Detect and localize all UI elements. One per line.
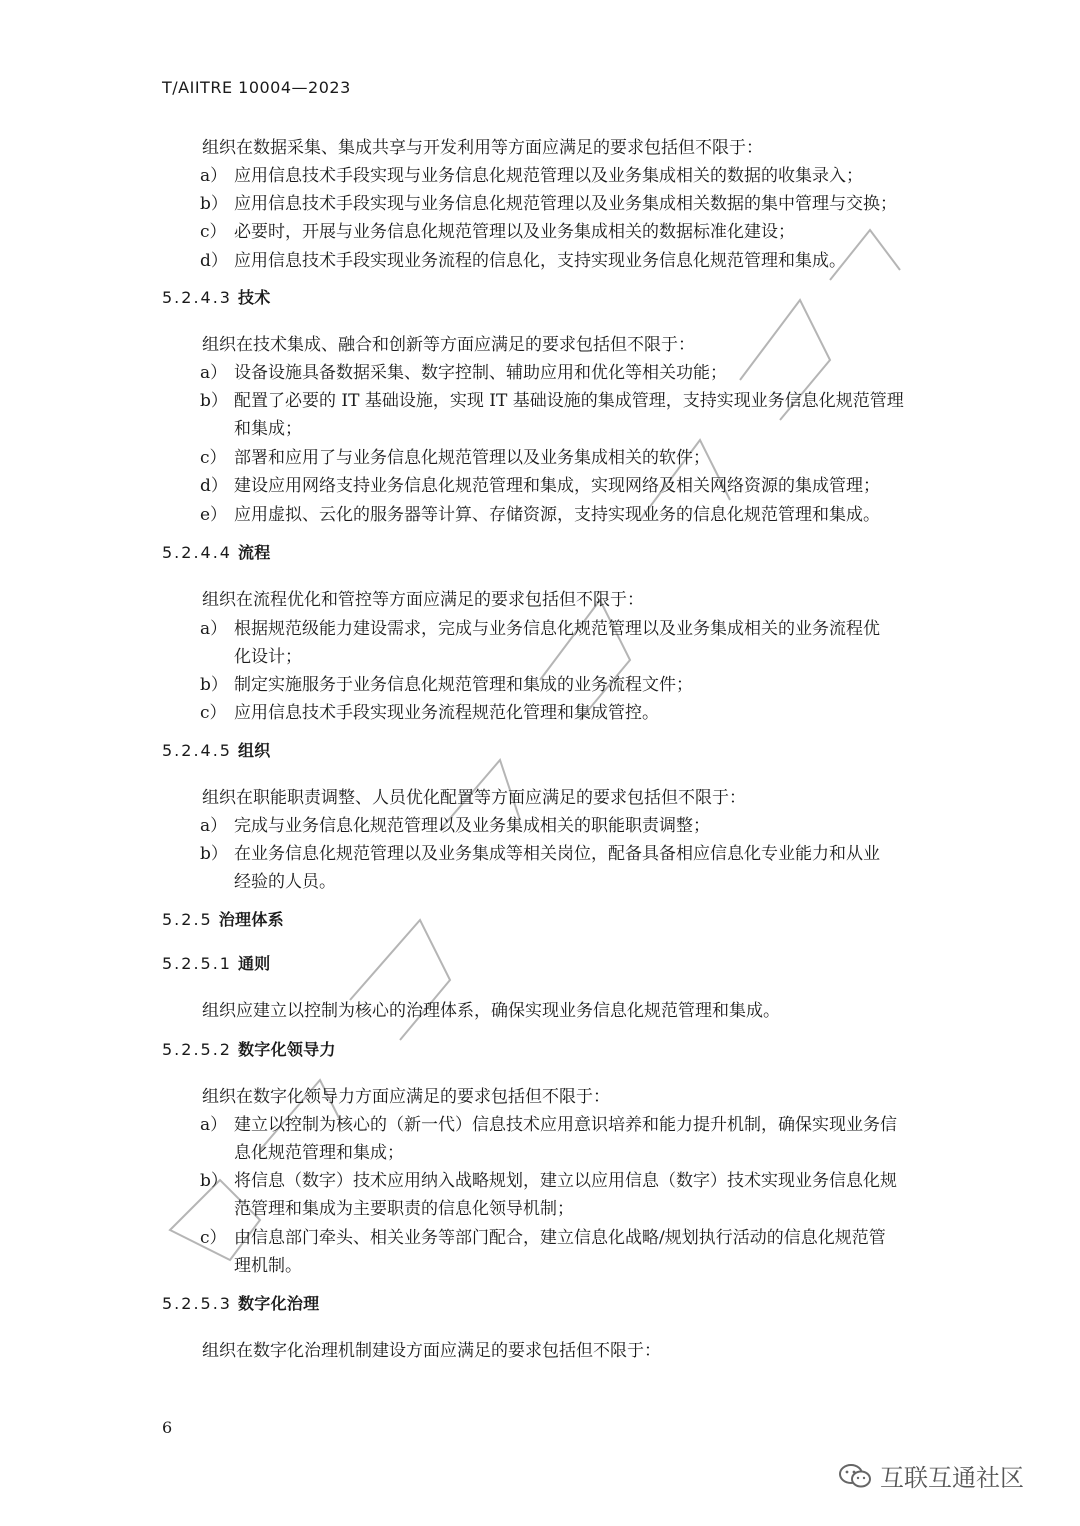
list-item — [200, 161, 863, 186]
list-item-label: c） — [200, 703, 227, 723]
section-heading — [162, 285, 271, 308]
list-item-text: 设备设施具备数据采集、数字控制、辅助应用和优化等相关功能； — [234, 363, 727, 383]
list-item — [200, 500, 880, 525]
list-item-text: 制定实施服务于业务信息化规范管理和集成的业务流程文件； — [234, 675, 693, 695]
section-heading — [162, 951, 271, 974]
paragraph: 组织在职能职责调整、人员优化配置等方面应满足的要求包括但不限于： — [202, 788, 746, 808]
list-item — [200, 698, 659, 723]
list-item-text: 建立以控制为核心的（新一代）信息技术应用意识培养和能力提升机制，确保实现业务信 — [234, 1115, 897, 1135]
list-item-text: 在业务信息化规范管理以及业务集成等相关岗位，配备具备相应信息化专业能力和从业 — [234, 844, 880, 864]
wechat-icon — [838, 1462, 872, 1490]
list-item-label: e） — [200, 505, 228, 525]
list-item-label: d） — [200, 251, 228, 271]
list-item-label: b） — [200, 391, 228, 411]
section-title: 数字化治理 — [237, 1294, 320, 1313]
paragraph: 组织在流程优化和管控等方面应满足的要求包括但不限于： — [202, 590, 644, 610]
list-item — [200, 614, 880, 639]
paragraph: 组织在数字化领导力方面应满足的要求包括但不限于： — [202, 1087, 610, 1107]
list-item — [200, 811, 710, 836]
section-heading — [162, 907, 284, 930]
list-item-label: b） — [200, 1171, 228, 1191]
paragraph: 组织在数据采集、集成共享与开发利用等方面应满足的要求包括但不限于： — [202, 138, 763, 158]
section-heading — [162, 1037, 336, 1060]
list-item — [200, 471, 880, 496]
paragraph: 组织在数字化治理机制建设方面应满足的要求包括但不限于： — [202, 1341, 661, 1361]
list-item-label: a） — [200, 363, 228, 383]
list-item — [200, 189, 897, 214]
section-number: 5.2.4.5 — [162, 741, 232, 760]
section-heading — [162, 540, 271, 563]
list-item-text: 应用信息技术手段实现与业务信息化规范管理以及业务集成相关数据的集中管理与交换； — [234, 194, 897, 214]
list-item — [200, 1110, 897, 1135]
list-item-text: 应用信息技术手段实现与业务信息化规范管理以及业务集成相关的数据的收集录入； — [234, 166, 863, 186]
section-number: 5.2.4.4 — [162, 543, 232, 562]
list-item-label: a） — [200, 1115, 228, 1135]
list-item-label: d） — [200, 476, 228, 496]
list-item-label: c） — [200, 222, 227, 242]
list-item-text: 配置了必要的 IT 基础设施，实现 IT 基础设施的集成管理，支持实现业务信息化规范管理 — [234, 391, 904, 411]
list-item-continuation: 息化规范管理和集成； — [234, 1143, 404, 1163]
list-item — [200, 1223, 886, 1248]
list-item-text: 将信息（数字）技术应用纳入战略规划，建立以应用信息（数字）技术实现业务信息化规 — [234, 1171, 897, 1191]
list-item-continuation: 理机制。 — [234, 1256, 302, 1276]
section-number: 5.2.4.3 — [162, 288, 232, 307]
list-item — [200, 670, 693, 695]
list-item-label: a） — [200, 816, 228, 836]
list-item-label: b） — [200, 675, 228, 695]
section-number: 5.2.5.1 — [162, 954, 232, 973]
list-item-text: 应用信息技术手段实现业务流程规范化管理和集成管控。 — [234, 703, 659, 723]
list-item-label: a） — [200, 619, 228, 639]
list-item-label: b） — [200, 844, 228, 864]
list-item — [200, 839, 880, 864]
list-item-continuation: 和集成； — [234, 419, 302, 439]
list-item-text: 由信息部门牵头、相关业务等部门配合，建立信息化战略/规划执行活动的信息化规范管 — [234, 1228, 886, 1248]
page-number: 6 — [162, 1418, 173, 1437]
list-item-continuation: 经验的人员。 — [234, 872, 336, 892]
list-item-text: 应用虚拟、云化的服务器等计算、存储资源，支持实现业务的信息化规范管理和集成。 — [234, 505, 880, 525]
section-number: 5.2.5 — [162, 910, 213, 929]
section-heading — [162, 1291, 320, 1314]
list-item-text: 必要时，开展与业务信息化规范管理以及业务集成相关的数据标准化建设； — [234, 222, 795, 242]
section-title: 组织 — [237, 741, 271, 760]
list-item-text: 建设应用网络支持业务信息化规范管理和集成，实现网络及相关网络资源的集成管理； — [234, 476, 880, 496]
list-item — [200, 386, 904, 411]
footer-watermark — [838, 1458, 1024, 1493]
list-item-label: c） — [200, 448, 227, 468]
section-heading — [162, 738, 271, 761]
list-item-label: c） — [200, 1228, 227, 1248]
list-item — [200, 217, 795, 242]
section-title: 流程 — [237, 543, 271, 562]
list-item — [200, 443, 710, 468]
list-item — [200, 246, 846, 271]
list-item — [200, 1166, 897, 1191]
section-title: 技术 — [237, 288, 271, 307]
section-number: 5.2.5.2 — [162, 1040, 232, 1059]
list-item-text: 完成与业务信息化规范管理以及业务集成相关的职能职责调整； — [234, 816, 710, 836]
section-title: 治理体系 — [218, 910, 284, 929]
footer-account-name: 互联互通社区 — [880, 1464, 1024, 1492]
list-item-text: 根据规范级能力建设需求，完成与业务信息化规范管理以及业务集成相关的业务流程优 — [234, 619, 880, 639]
list-item-continuation: 范管理和集成为主要职责的信息化领导机制； — [234, 1199, 574, 1219]
section-title: 通则 — [237, 954, 271, 973]
list-item-label: b） — [200, 194, 228, 214]
paragraph: 组织在技术集成、融合和创新等方面应满足的要求包括但不限于： — [202, 335, 695, 355]
list-item-text: 应用信息技术手段实现业务流程的信息化，支持实现业务信息化规范管理和集成。 — [234, 251, 846, 271]
paragraph: 组织应建立以控制为核心的治理体系，确保实现业务信息化规范管理和集成。 — [202, 1001, 780, 1021]
list-item-continuation: 化设计； — [234, 647, 302, 667]
doc-id: T/AIITRE 10004—2023 — [162, 78, 351, 97]
section-number: 5.2.5.3 — [162, 1294, 232, 1313]
section-title: 数字化领导力 — [237, 1040, 336, 1059]
list-item-label: a） — [200, 166, 228, 186]
list-item — [200, 358, 727, 383]
list-item-text: 部署和应用了与业务信息化规范管理以及业务集成相关的软件； — [234, 448, 710, 468]
